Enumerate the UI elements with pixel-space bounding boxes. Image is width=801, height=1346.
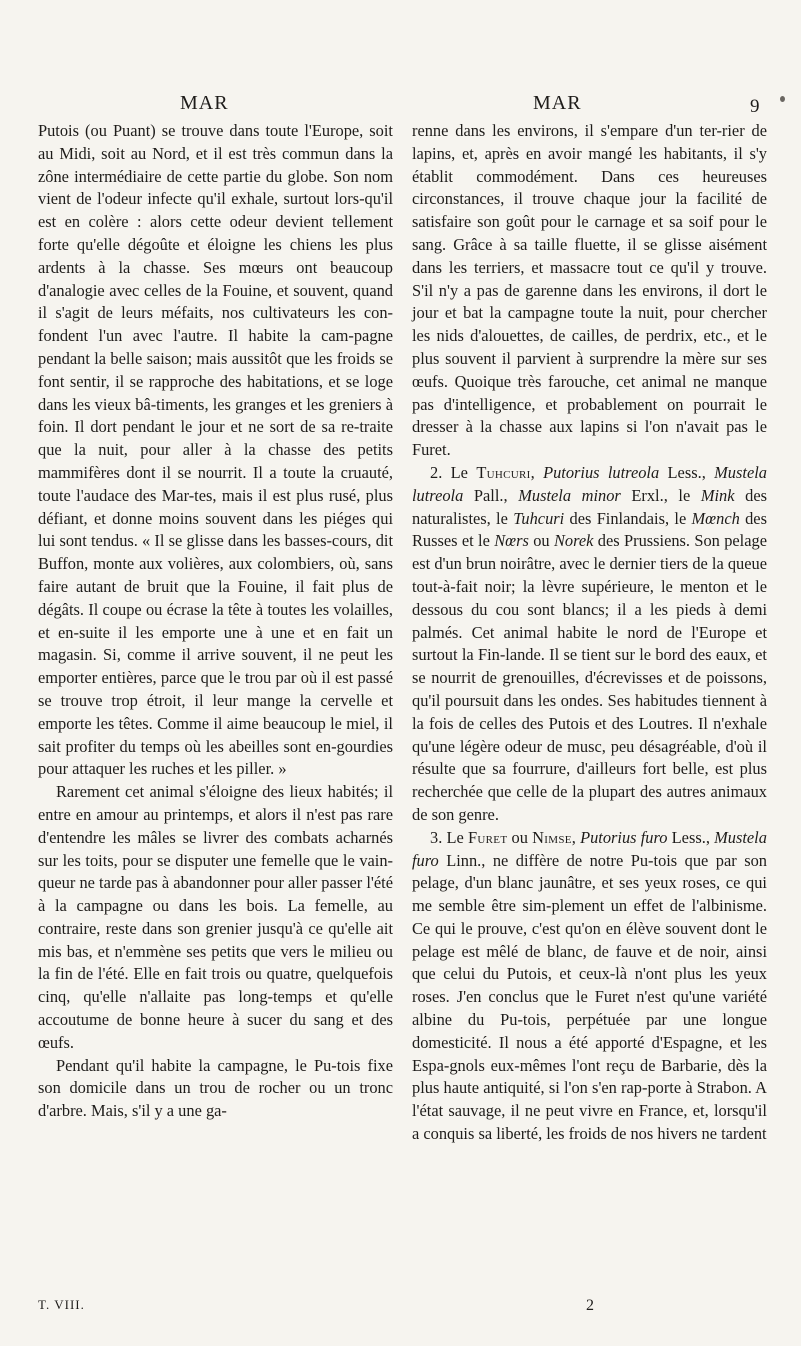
text-column-right [412, 120, 767, 1146]
authority: Erxl., le [631, 485, 691, 505]
species-common-name: Furet [468, 827, 508, 847]
scientific-name: Putorius furo [580, 827, 668, 847]
text-run: des Finlandais, le [569, 508, 687, 528]
authority: Less., [667, 462, 706, 482]
species-common-name: Tuhcuri [476, 462, 531, 482]
running-head-left: MAR [180, 92, 229, 114]
paragraph: Putois (ou Puant) se trouve dans toute l'Europe, soit au Midi, soit au Nord, et il est très commun dans la zône intermédiaire de cette partie du globe. Son nom vient de l'odeur infecte qu'il exhale, surtout lors-qu'il est en colère : alors cette odeur devient tellement forte qu'elle dégoûte et éloigne les chiens les plus ardents à la chasse. Ses mœurs ont beaucoup d'analogie avec celles de la Fouine, et souvent, quand il s'agit de leurs méfaits, nos cultivateurs les con-fondent l'un avec l'autre. Il habite la cam-pagne pendant la belle saison; mais aussitôt que les froids se font sentir, il se rapproche des habitations, et se loge dans les vieux bâ-timents, les granges et les greniers à foin. Il dort pendant le jour et ne sort de sa re-traite que la nuit, pour aller à la chasse des petits mammifères dont il se nourrit. Il a toute la cruauté, toute l'audace des Mar-tes, mais il est plus rusé, plus défiant, et donne moins souvent dans les piéges qui lui sont tendus. « Il se glisse dans les basses-cours, dit Buffon, monte aux volières, aux colombiers, où, sans faire autant de bruit que la Fouine, il fait plus de dégâts. Il coupe ou écrase la tête à toutes les volailles, et en-suite il les emporte une à une et en fait un magasin. Si, comme il arrive souvent, il ne peut les emporter entières, parce que le trou par où il est passé se trouve trop étroit, il leur mange la cervelle et emporte les têtes. Comme il aime beaucoup le miel, il sait profiter du temps où les abeilles sont en-gourdies pour attaquer les ruches et les piller. » [38, 121, 393, 779]
vernacular-name: Norek [553, 531, 594, 551]
ink-spot-mark [780, 96, 785, 102]
separator: , [530, 462, 535, 482]
vernacular-name: Tuhcuri [513, 508, 565, 528]
scientific-name: Mustela furo [412, 827, 767, 870]
text-column-left [38, 120, 393, 1123]
paragraph: renne dans les environs, il s'empare d'un ter-rier de lapins, et, après en avoir mangé les habitants, il s'y établit commodément. Dans ces heureuses circonstances, il trouve chaque jour la facilité de satisfaire son goût pour le carnage et sa soif pour le sang. Grâce à sa taille fluette, il se glisse aisément dans les terriers, et massacre tout ce qu'il y trouve. S'il n'y a pas de garenne dans les environs, il dort le jour et bat la campagne toute la nuit, pour chercher les nids d'alouettes, de cailles, de perdrix, etc., et le plus souvent il parvient à surprendre la mère sur ses œufs. Quoique très farouche, cet animal ne manque pas d'intelligence, et probablement on pourrait le dresser à la chasse aux lapins si l'on n'avait pas le Furet. [412, 121, 767, 460]
text-run: Linn., ne diffère de notre Pu-tois que par son pelage, d'un blanc jaunâtre, et ses yeux roses, ce qui me semble être sim-plement un effet de l'albinisme. Ce qui le prouve, c'est qu'on en élève souvent dont le pelage est mêlé de blanc, de fauve et de noir, ainsi que celui du Putois, et ceux-là n'ont plus les yeux roses. J'en conclus que le Furet n'est qu'une variété albine du Pu-tois, perpétuée par une longue domesticité. Il nous a été apporté d'Espagne, et les Espa-gnols eux-mêmes l'ont reçu de Barbarie, dès la plus haute antiquité, si l'on s'en rap-porte à Strabon. A l'état sauvage, il ne peut vivre en France, et, lorsqu'il a conquis sa liberté, les froids de nos hivers ne tardent [412, 850, 767, 1144]
paragraph: Rarement cet animal s'éloigne des lieux habités; il entre en amour au printemps, et alors il n'est pas rare d'entendre les mâles se livrer des combats acharnés sur les toits, pour se disputer une femelle que le vain-queur ne tarde pas à abandonner pour aller passer l'été à la campagne ou dans les bois. La femelle, au contraire, reste dans son grenier jusqu'à ce qu'elle ait mis bas, et n'emmène ses petits que vers le milieu ou la fin de l'été. Elle en fait trois ou quatre, quelquefois cinq, qu'elle n'allaite pas long-temps et qu'elle accoutume de bonne heure à sucer du sang et des œufs. [38, 782, 393, 1052]
scientific-name: Putorius lutreola [543, 462, 660, 482]
paragraph: Pendant qu'il habite la campagne, le Pu-tois fixe son domicile dans un trou de rocher ou un tronc d'arbre. Mais, s'il y a une ga- [38, 1055, 393, 1121]
signature-mark: T. VIII. [38, 1297, 85, 1312]
page-number: 9 [750, 96, 760, 117]
entry-number: 2. Le [430, 462, 468, 482]
entry-number: 3. Le [430, 827, 464, 847]
running-head-right: MAR [533, 92, 582, 114]
authority: Less., [671, 827, 710, 847]
vernacular-name: Nœrs [494, 531, 529, 551]
text-run: ou [511, 827, 528, 847]
sheet-number: 2 [586, 1297, 594, 1314]
scientific-name: Mustela minor [518, 485, 621, 505]
vernacular-name: Mœnch [691, 508, 740, 528]
authority: Pall., [473, 485, 508, 505]
species-common-name: Nimse [532, 827, 572, 847]
scientific-name: Mustela lutreola [412, 462, 767, 505]
separator: , [571, 827, 576, 847]
species-entry-furet [412, 827, 767, 1146]
text-run: ou [533, 531, 550, 551]
text-run: des naturalistes, le [412, 485, 767, 528]
text-run: des Prussiens. Son pelage est d'un brun noirâtre, avec le dernier tiers de la queue tout-à-fait noir; la lèvre supérieure, le menton et le dessous du cou sont blancs; il a les pieds à demi palmés. Cet animal habite le nord de l'Europe et surtout la Fin-lande. Il se tient sur le bord des eaux, et se nourrit de grenouilles, d'écrevisses et de poissons, qu'il poursuit dans les ondes. Ses habitudes tiennent à la fois de celles des Putois et des Loutres. Il n'exhale qu'une légère odeur de musc, peu désagréable, d'où il résulte que sa fourrure, d'ailleurs fort belle, est plus recherchée que celle de la plupart des autres animaux de son genre. [412, 531, 767, 824]
species-entry-mink [412, 462, 767, 827]
vernacular-name: Mink [700, 485, 735, 505]
text-run: des Russes et le [412, 508, 767, 551]
